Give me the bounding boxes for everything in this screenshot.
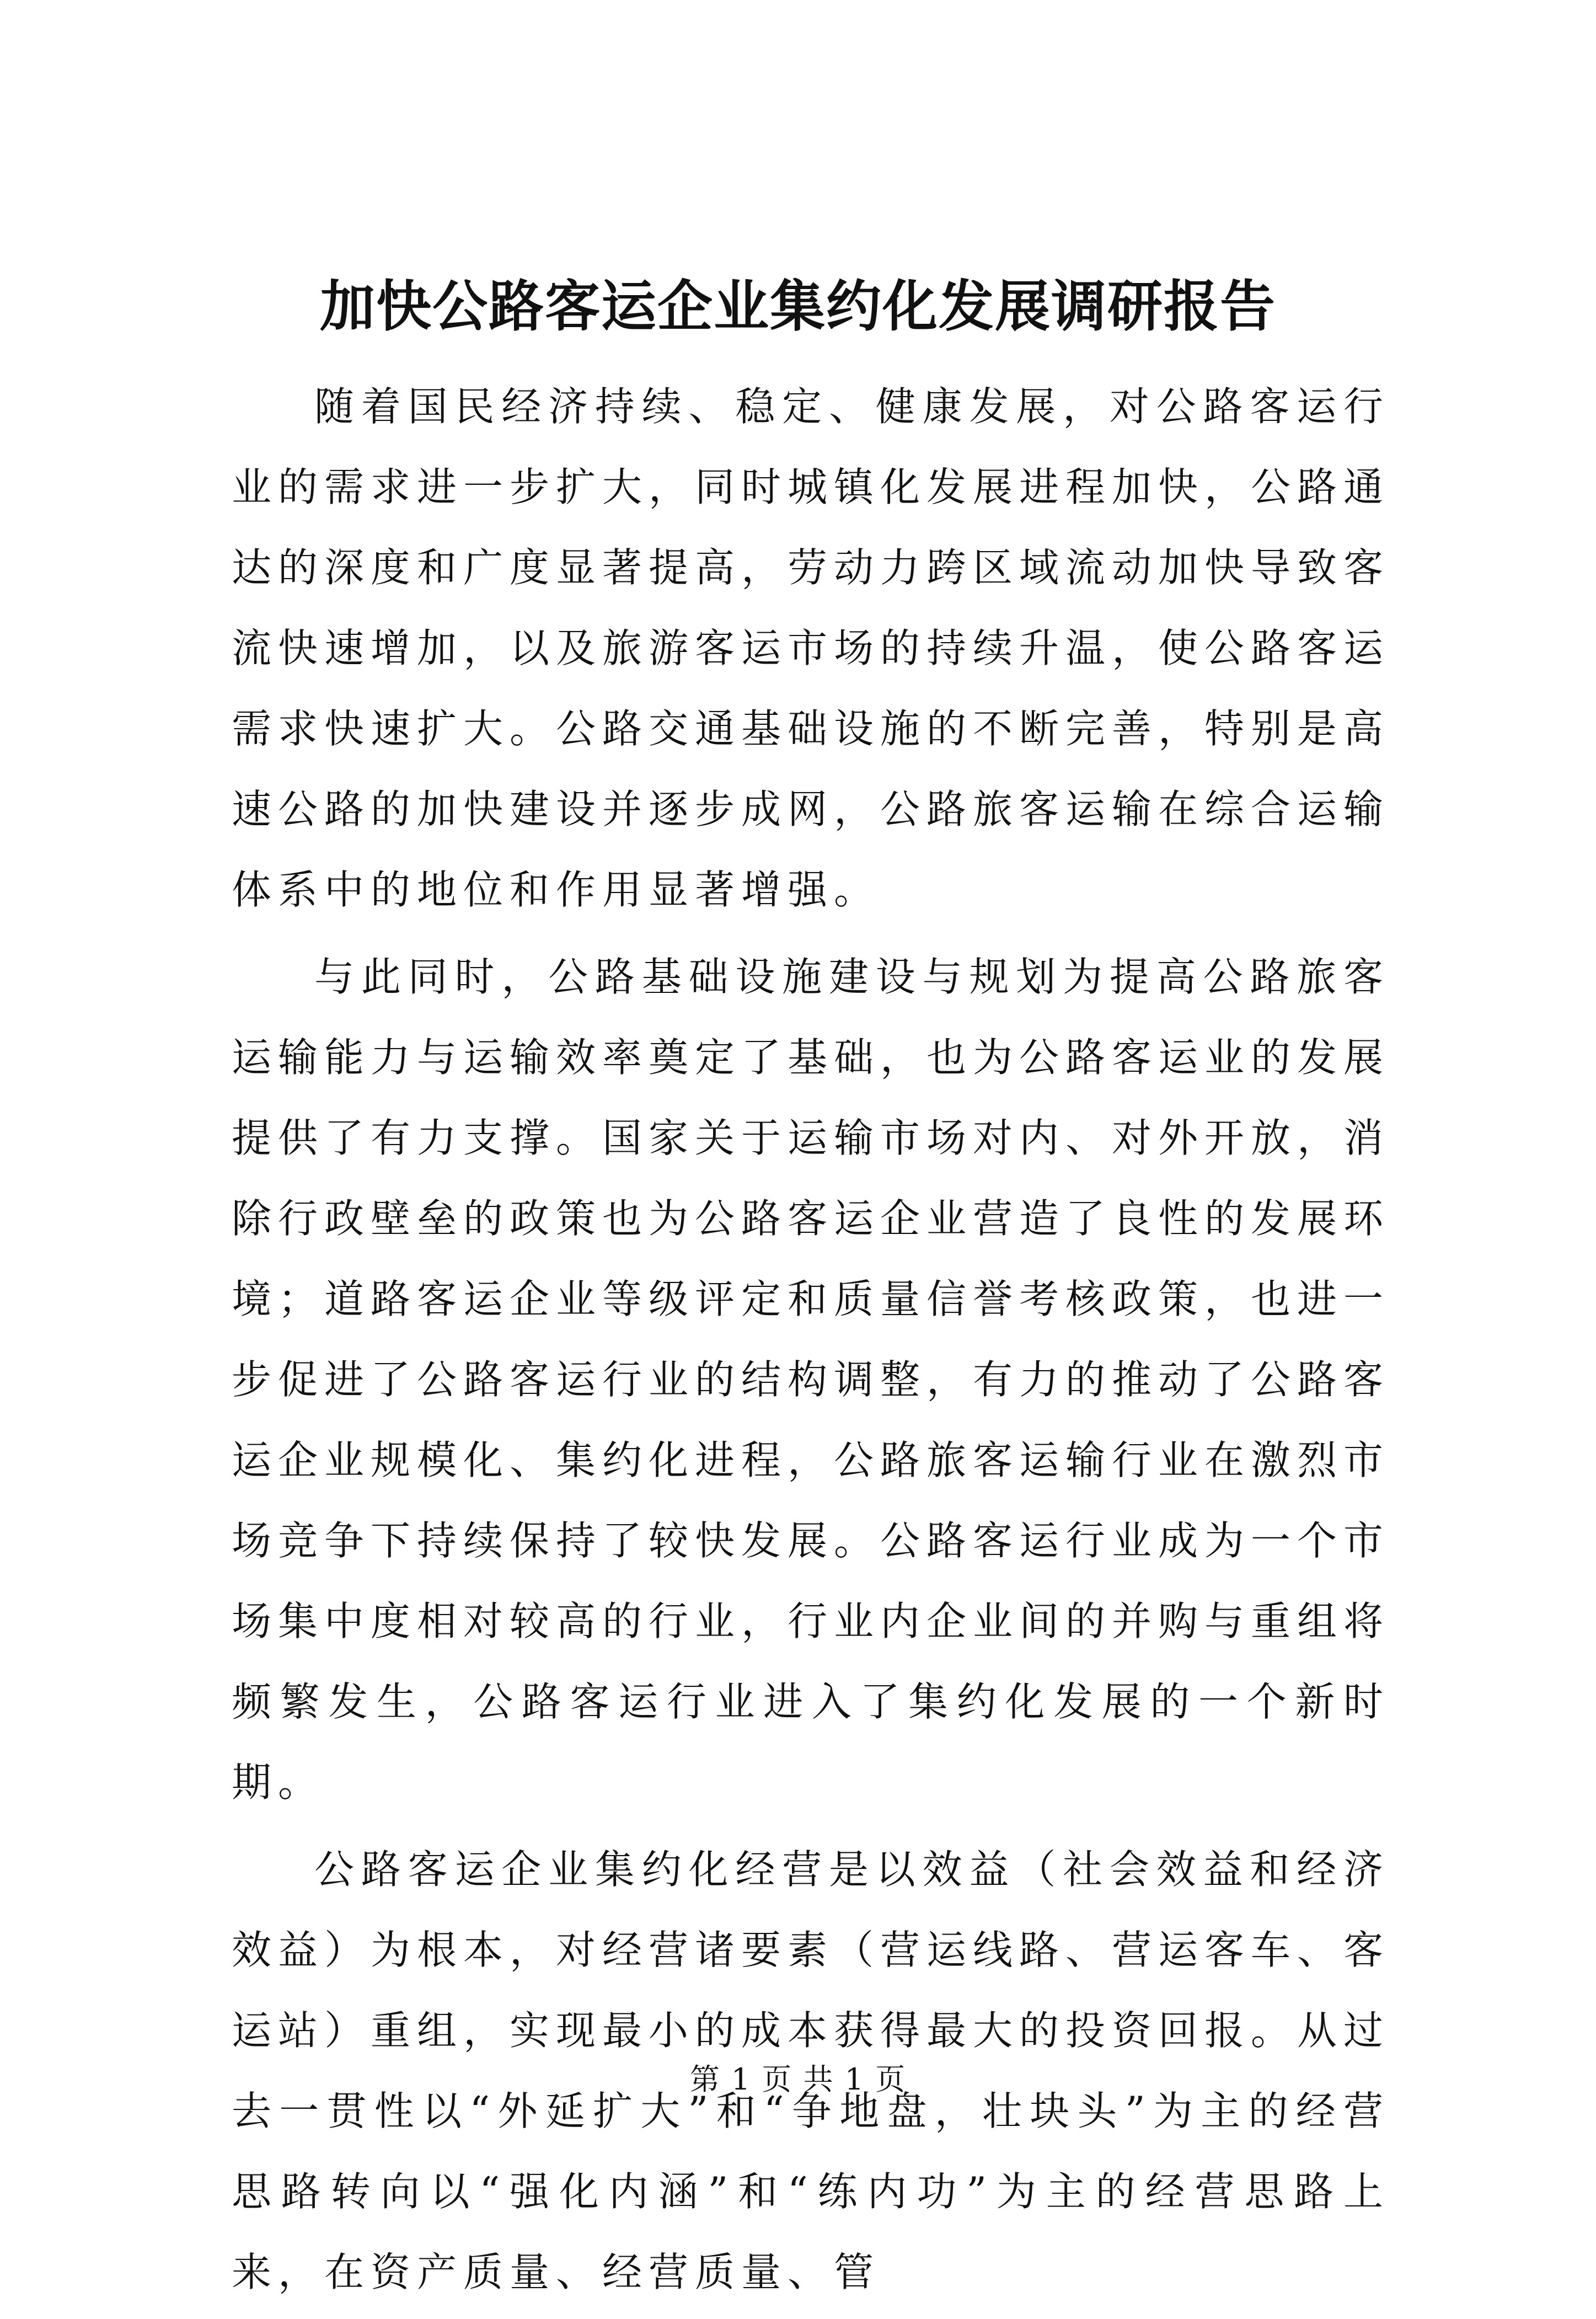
document-body xyxy=(232,366,1390,2319)
paragraph-3: 公路客运企业集约化经营是以效益（社会效益和经济效益）为根本，对经营诸要素（营运线路、营运客车、客运站）重组，实现最小的成本获得最大的投资回报。从过去一贯性以“外延扩大”和“争地盘，壮块头”为主的经营思路转向以“强化内涵”和“练内功”为主的经营思路上来，在资产质量、经营质量、管 xyxy=(232,1846,1390,2295)
paragraph-2: 与此同时，公路基础设施建设与规划为提高公路旅客运输能力与运输效率奠定了基础，也为公路客运业的发展提供了有力支撑。国家关于运输市场对内、对外开放，消除行政壁垒的政策也为公路客运企业营造了良性的发展环境；道路客运企业等级评定和质量信誉考核政策，也进一步促进了公路客运行业的结构调整，有力的推动了公路客运企业规模化、集约化进程，公路旅客运输行业在激烈市场竞争下持续保持了较快发展。公路客运行业成为一个市场集中度相对较高的行业，行业内企业间的并购与重组将频繁发生，公路客运行业进入了集约化发展的一个新时期。 xyxy=(232,954,1390,1805)
page-number-footer: 第 1 页 共 1 页 xyxy=(689,2062,907,2097)
document-title: 加快公路客运企业集约化发展调研报告 xyxy=(320,274,1276,339)
paragraph-1: 随着国民经济持续、稳定、健康发展，对公路客运行业的需求进一步扩大，同时城镇化发展进程加快，公路通达的深度和广度显著提高，劳动力跨区域流动加快导致客流快速增加，以及旅游客运市场的持续升温，使公路客运需求快速扩大。公路交通基础设施的不断完善，特别是高速公路的加快建设并逐步成网，公路旅客运输在综合运输体系中的地位和作用显著增强。 xyxy=(232,383,1390,913)
